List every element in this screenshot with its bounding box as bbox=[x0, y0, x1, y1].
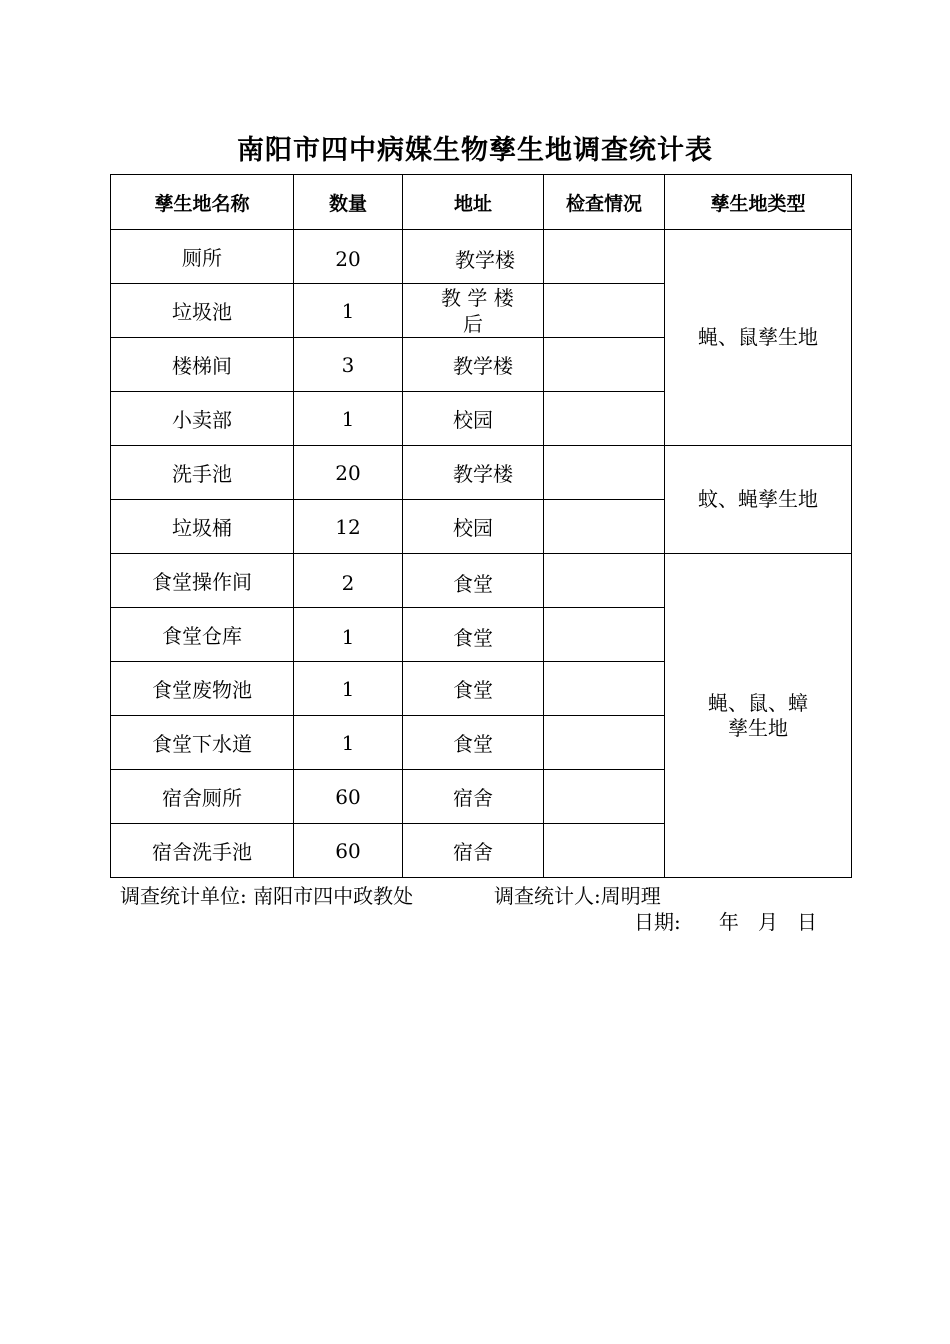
address-cell: 教学楼 bbox=[403, 446, 544, 500]
header-site-type: 孳生地类型 bbox=[665, 175, 852, 230]
quantity-cell: 1 bbox=[294, 608, 403, 662]
inspection-cell bbox=[544, 608, 665, 662]
survey-person: 调查统计人:周明理 bbox=[494, 884, 661, 908]
address-line: 后 bbox=[463, 311, 483, 336]
site-type-line: 孳生地 bbox=[728, 715, 788, 740]
inspection-cell bbox=[544, 392, 665, 446]
inspection-cell bbox=[544, 716, 665, 770]
site-type-line: 蝇、鼠、蟑 bbox=[708, 690, 808, 715]
quantity-cell: 1 bbox=[294, 662, 403, 716]
quantity-cell: 1 bbox=[294, 284, 403, 338]
table-row bbox=[111, 230, 852, 284]
quantity-cell: 1 bbox=[294, 716, 403, 770]
inspection-cell bbox=[544, 500, 665, 554]
quantity-cell: 2 bbox=[294, 554, 403, 608]
site-type-cell bbox=[665, 554, 852, 878]
breeding-site-table bbox=[110, 174, 852, 878]
site-type-cell: 蚊、蝇孳生地 bbox=[665, 446, 852, 554]
quantity-cell: 1 bbox=[294, 392, 403, 446]
address-cell: 食堂 bbox=[403, 662, 544, 716]
address-cell: 教学楼 bbox=[403, 338, 544, 392]
address-cell bbox=[403, 284, 544, 338]
site-name-cell: 宿舍厕所 bbox=[111, 770, 294, 824]
site-name-cell: 洗手池 bbox=[111, 446, 294, 500]
site-name-cell: 厕所 bbox=[111, 230, 294, 284]
quantity-cell: 20 bbox=[294, 446, 403, 500]
inspection-cell bbox=[544, 770, 665, 824]
site-name-cell: 食堂下水道 bbox=[111, 716, 294, 770]
site-name-cell: 垃圾池 bbox=[111, 284, 294, 338]
survey-date: 日期: 年 月 日 bbox=[634, 910, 818, 934]
header-quantity: 数量 bbox=[294, 175, 403, 230]
table-row bbox=[111, 554, 852, 608]
address-cell: 宿舍 bbox=[403, 824, 544, 878]
site-type-cell: 蝇、鼠孳生地 bbox=[665, 230, 852, 446]
address-cell: 食堂 bbox=[403, 554, 544, 608]
table-row bbox=[111, 446, 852, 500]
address-cell: 宿舍 bbox=[403, 770, 544, 824]
table-header-row bbox=[111, 175, 852, 230]
quantity-cell: 20 bbox=[294, 230, 403, 284]
header-inspection: 检查情况 bbox=[544, 175, 665, 230]
site-name-cell: 食堂操作间 bbox=[111, 554, 294, 608]
header-site-name: 孳生地名称 bbox=[111, 175, 294, 230]
quantity-cell: 3 bbox=[294, 338, 403, 392]
address-cell: 教学楼 bbox=[403, 230, 544, 284]
inspection-cell bbox=[544, 446, 665, 500]
inspection-cell bbox=[544, 662, 665, 716]
inspection-cell bbox=[544, 284, 665, 338]
site-name-cell: 垃圾桶 bbox=[111, 500, 294, 554]
inspection-cell bbox=[544, 824, 665, 878]
survey-unit: 调查统计单位: 南阳市四中政教处 bbox=[120, 884, 414, 908]
address-cell: 食堂 bbox=[403, 608, 544, 662]
site-name-cell: 食堂仓库 bbox=[111, 608, 294, 662]
quantity-cell: 12 bbox=[294, 500, 403, 554]
site-name-cell: 食堂废物池 bbox=[111, 662, 294, 716]
address-cell: 校园 bbox=[403, 500, 544, 554]
document-title: 南阳市四中病媒生物孳生地调查统计表 bbox=[237, 135, 713, 166]
inspection-cell bbox=[544, 338, 665, 392]
address-cell: 食堂 bbox=[403, 716, 544, 770]
inspection-cell bbox=[544, 554, 665, 608]
inspection-cell bbox=[544, 230, 665, 284]
address-line: 教 学 楼 bbox=[441, 285, 514, 310]
site-name-cell: 楼梯间 bbox=[111, 338, 294, 392]
address-cell: 校园 bbox=[403, 392, 544, 446]
site-name-cell: 小卖部 bbox=[111, 392, 294, 446]
header-address: 地址 bbox=[403, 175, 544, 230]
site-name-cell: 宿舍洗手池 bbox=[111, 824, 294, 878]
quantity-cell: 60 bbox=[294, 770, 403, 824]
quantity-cell: 60 bbox=[294, 824, 403, 878]
